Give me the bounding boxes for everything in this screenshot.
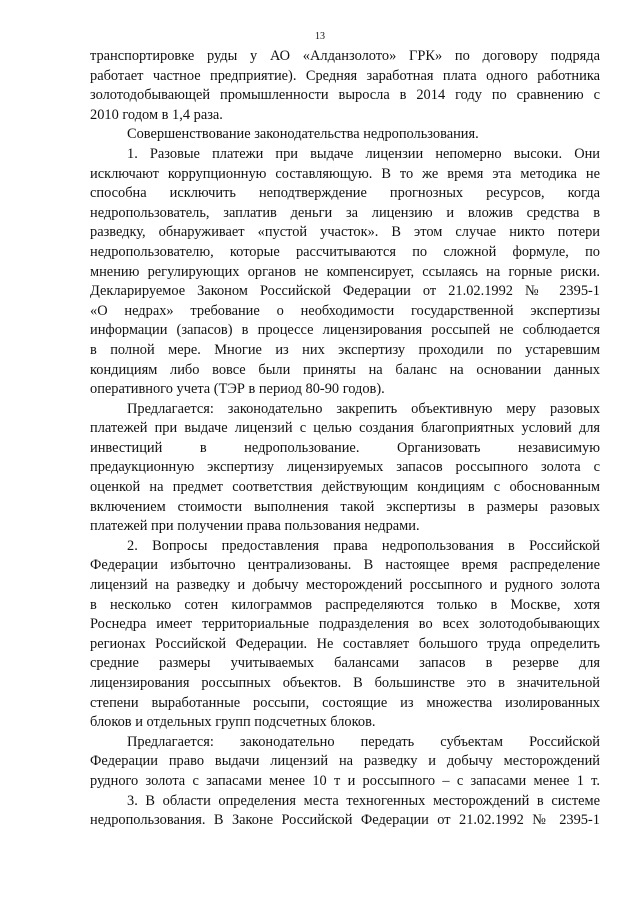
text-line: средние размеры учитываемых балансами запасов в резерве для [90, 655, 600, 672]
text-line: способна исключить неподтверждение прогнозных ресурсов, когда [90, 185, 600, 202]
text-line: разведку, обнаруживает «пустой участок». В этом случае никто потери [90, 224, 600, 241]
text-line: исключают коррупционную составляющую. В то же время эта методика не [90, 165, 600, 182]
document-body [90, 47, 600, 831]
text-line: оперативного учета (ТЭР в период 80-90 годов). [90, 381, 385, 398]
text-line: предаукционную экспертизу лицензируемых запасов россыпного золота с [90, 459, 600, 476]
text-line: инвестиций в недропользование. Организовать независимую [90, 439, 600, 456]
text-line: информации (запасов) в процессе лицензирования россыпей не соблюдается [90, 322, 600, 339]
text-line: оценкой на предмет соответствия действующим кондициям с обоснованным [90, 479, 600, 496]
text-line: Федерации право выдачи лицензий на разведку и добычу месторождений [90, 753, 600, 770]
text-line: в несколько сотен килограммов распределяются только в Москве, хотя [90, 596, 600, 613]
text-line: 2. Вопросы предоставления права недропользования в Российской [127, 537, 600, 554]
text-line: включением стоимости выполнения такой экспертизы в размеры разовых [90, 498, 600, 515]
text-line: кондициям либо вовсе были приняты на баланс на основании данных [90, 361, 600, 378]
page-number: 13 [315, 31, 325, 42]
text-line: Федерации избыточно централизованы. В настоящее время распределение [90, 557, 600, 574]
text-line: лицензий на разведку и добычу месторождений россыпного и рудного золота [90, 577, 600, 594]
text-line: работает частное предприятие). Средняя заработная плата одного работника [90, 67, 600, 84]
text-line: транспортировке руды у АО «Алданзолото» ГРК» по договору подряда [90, 48, 600, 64]
text-line: недропользования. В Законе Российской Федерации от 21.02.1992 № 2395-1 [90, 812, 600, 829]
text-line: в полной мере. Многие из них экспертизу проходили по устаревшим [90, 341, 600, 358]
text-line: блоков и отдельных групп подсчетных блоков. [90, 714, 376, 731]
text-line: Роснедра имеет территориальные подразделения во всех золотодобывающих [90, 616, 600, 633]
text-line: Предлагается: законодательно передать субъектам Российской [127, 733, 600, 750]
text-line: «О недрах» требование о необходимости государственной экспертизы [90, 302, 600, 319]
text-line: Совершенствование законодательства недропользования. [127, 126, 479, 143]
text-line: золотодобывающей промышленности выросла в 2014 году по сравнению с [90, 87, 600, 104]
text-line: мнению регулирующих органов не компенсирует, ссылаясь на горные риски. [90, 263, 600, 280]
text-line: 2010 годом в 1,4 раза. [90, 106, 223, 123]
text-line: 3. В области определения места техногенных месторождений в системе [127, 792, 600, 809]
text-line: 1. Разовые платежи при выдаче лицензии непомерно высоки. Они [127, 145, 600, 162]
text-line: недропользователю, которые рассчитываются по сложной формуле, по [90, 243, 600, 260]
text-line: платежей при получении права пользования недрами. [90, 518, 420, 535]
text-line: рудного золота с запасами менее 10 т и россыпного – с запасами менее 1 т. [90, 772, 600, 789]
text-line: степени выработанные россыпи, состоящие из множества изолированных [90, 694, 600, 711]
text-line: Декларируемое Законом Российской Федерации от 21.02.1992 № 2395-1 [90, 283, 600, 300]
text-line: недропользователь, заплатив деньги за лицензию и вложив средства в [90, 204, 600, 221]
text-line: лицензирования россыпных объектов. В большинстве это в значительной [90, 675, 600, 691]
text-line: регионах Российской Федерации. Не составляет большого труда определить [90, 635, 600, 652]
text-line: платежей при выдаче лицензий с целью создания благоприятных условий для [90, 420, 600, 437]
text-line: Предлагается: законодательно закрепить объективную меру разовых [127, 400, 600, 417]
